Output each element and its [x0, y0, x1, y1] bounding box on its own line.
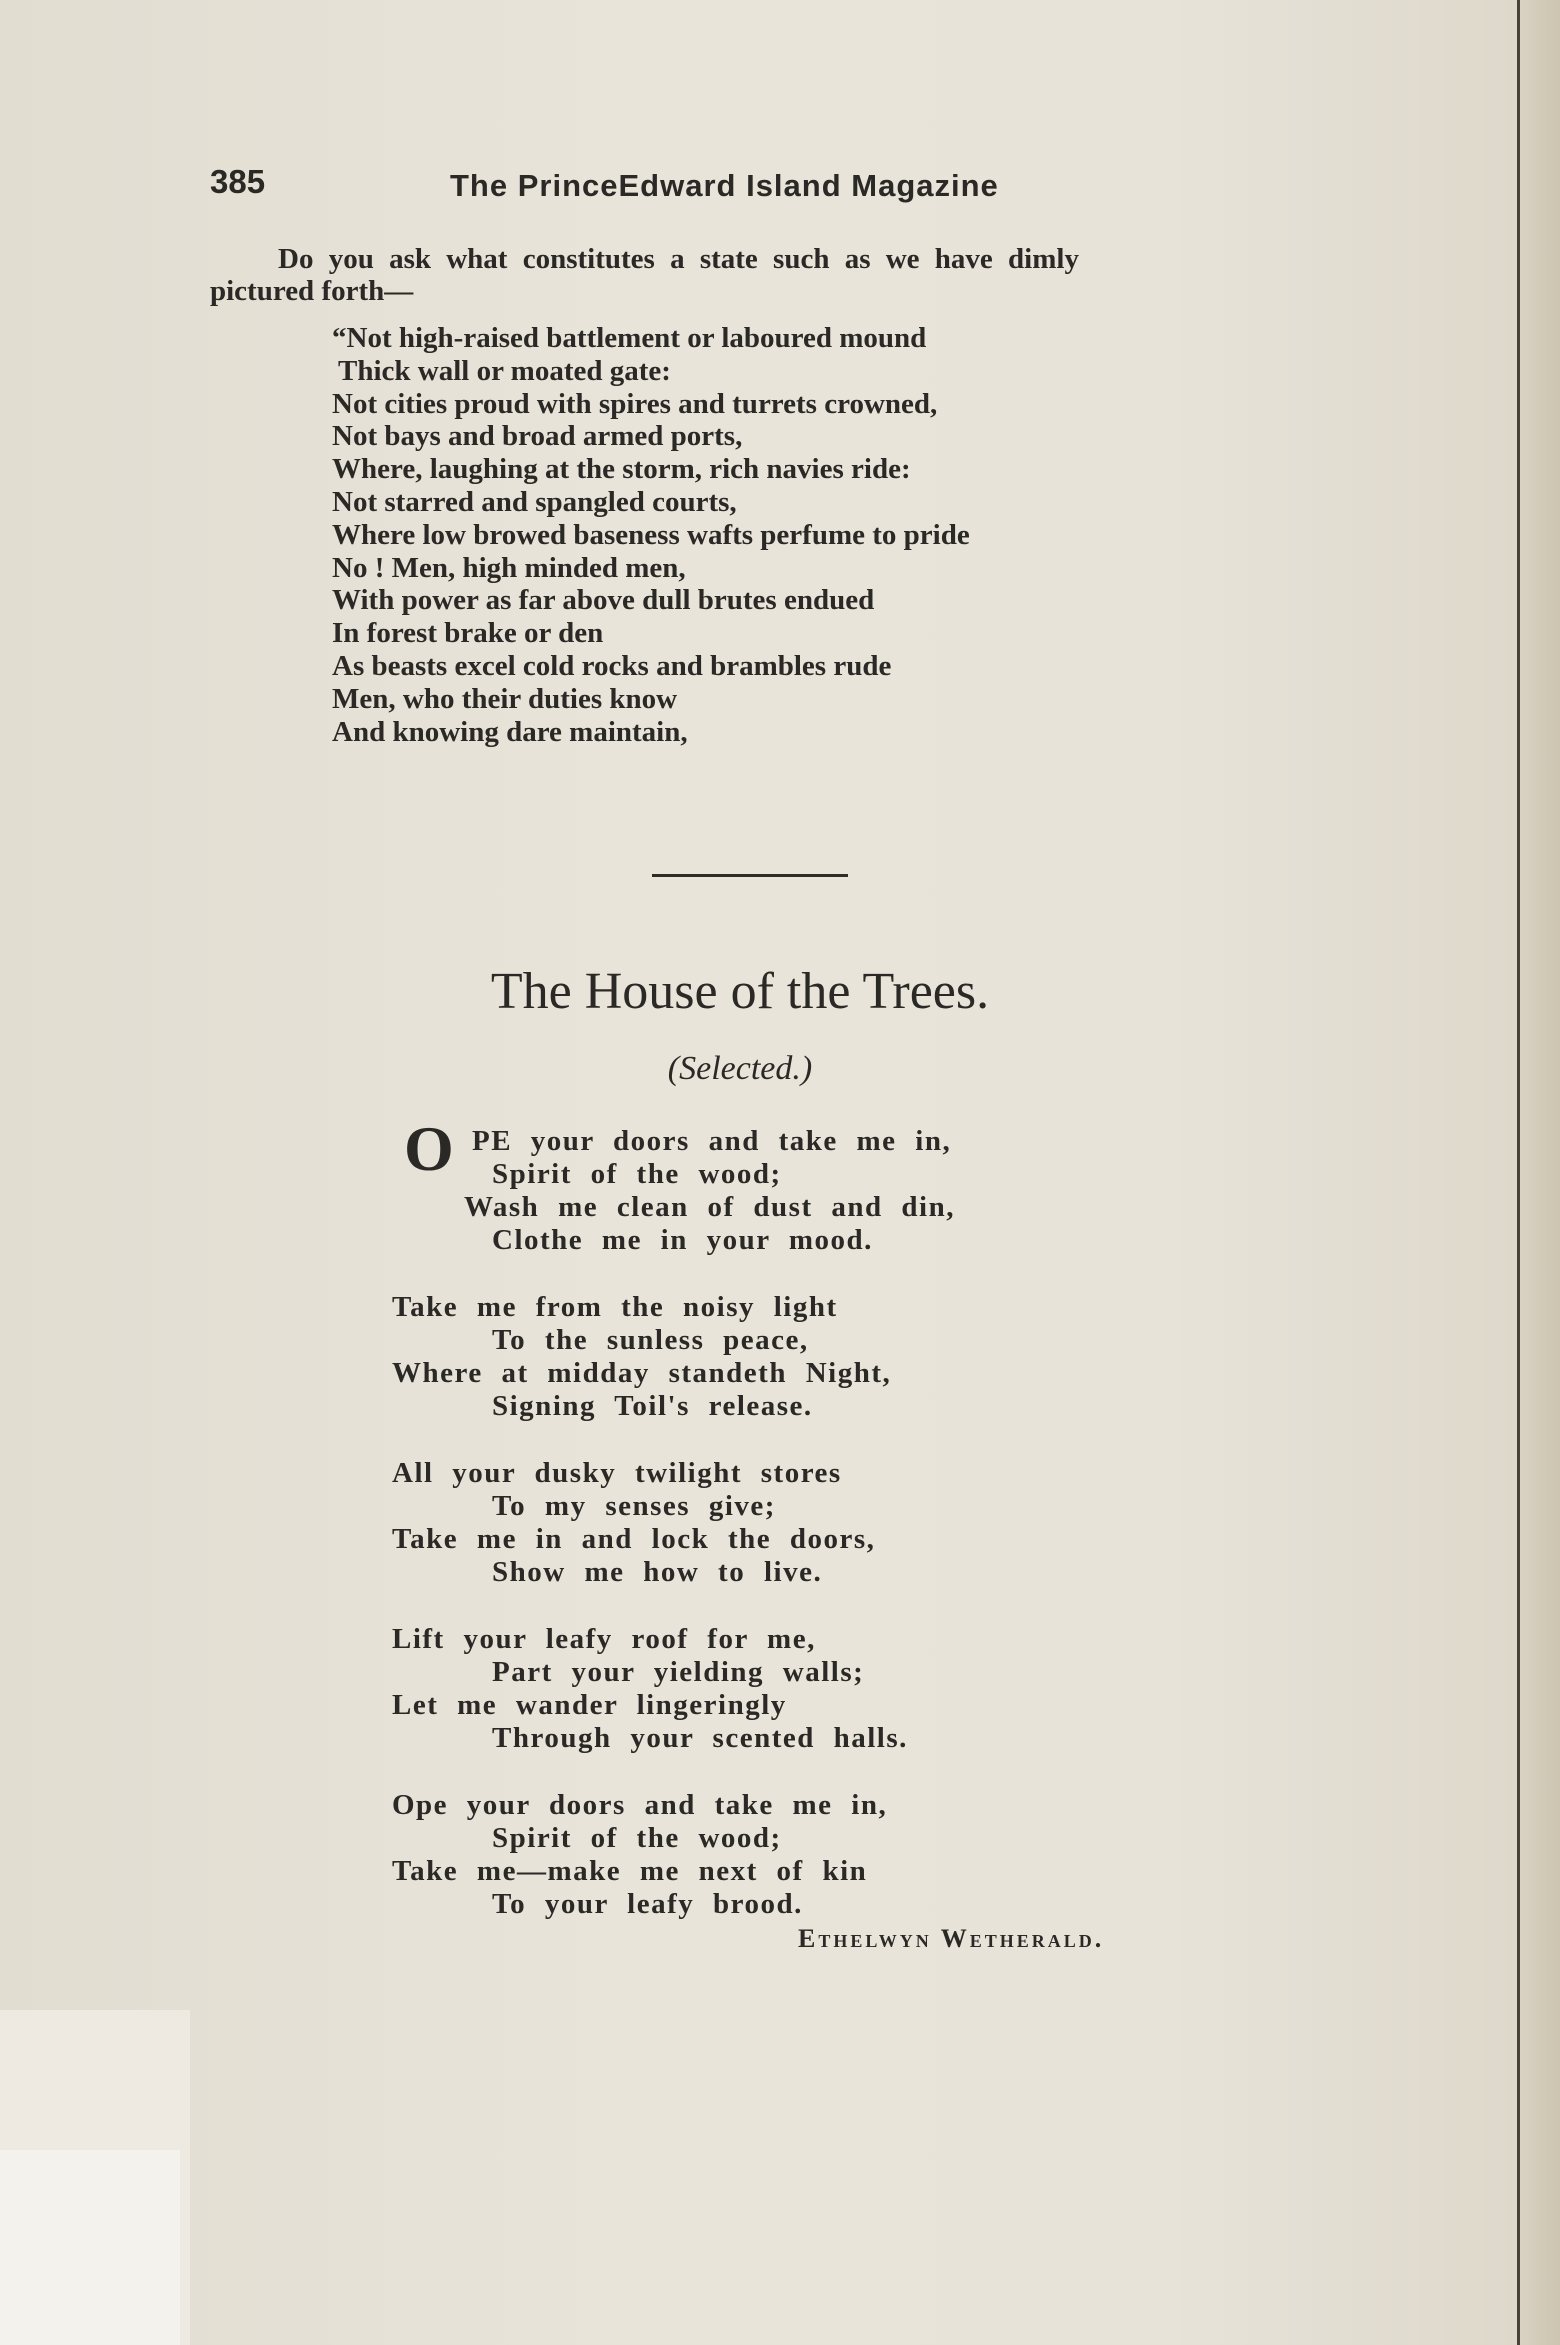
poem-line: Take me in and lock the doors, — [392, 1523, 876, 1555]
poem-line: Let me wander lingeringly — [392, 1689, 787, 1721]
stanza — [392, 1113, 1292, 1257]
intro-line: pictured forth— — [210, 275, 414, 307]
poem-line: Wash me clean of dust and din, — [464, 1191, 955, 1223]
poem-line: To your leafy brood. — [492, 1888, 803, 1920]
page-header — [210, 158, 1090, 208]
poem-line: Show me how to live. — [492, 1556, 823, 1588]
poem-line: Part your yielding walls; — [492, 1656, 865, 1688]
poem-attribution: Ethelwyn Wetherald. — [798, 1924, 1105, 1953]
quote-line: Not cities proud with spires and turrets crowned, — [332, 387, 938, 420]
intro-line: Do you ask what constitutes a state such as we have dimly — [278, 243, 1079, 275]
poem-line: Clothe me in your mood. — [492, 1224, 873, 1256]
poem-line: All your dusky twilight stores — [392, 1457, 842, 1489]
poem-line: To the sunless peace, — [492, 1324, 809, 1356]
paper-corner-light — [0, 2150, 180, 2345]
stanza — [392, 1623, 1292, 1755]
poem-line: Take me from the noisy light — [392, 1291, 838, 1323]
quote-line: And knowing dare maintain, — [332, 715, 688, 748]
poem-body — [392, 1113, 1292, 1955]
quote-line: Not bays and broad armed ports, — [332, 420, 743, 453]
quote-line: As beasts excel cold rocks and brambles rude — [332, 649, 892, 682]
running-head: The PrinceEdward Island Magazine — [450, 168, 999, 203]
quoted-verse — [332, 322, 1232, 748]
stanza — [392, 1789, 1292, 1921]
drop-cap: O — [404, 1113, 456, 1184]
poem-line: Lift your leafy roof for me, — [392, 1623, 816, 1655]
quote-line: In forest brake or den — [332, 617, 604, 650]
quote-line: Not starred and spangled courts, — [332, 485, 737, 518]
intro-paragraph — [210, 243, 1290, 307]
quote-line: No ! Men, high minded men, — [332, 551, 686, 584]
poem-line: Spirit of the wood; — [492, 1158, 782, 1190]
quote-line: With power as far above dull brutes endued — [332, 584, 875, 617]
stanza — [392, 1291, 1292, 1423]
quote-line: “Not high-raised battlement or laboured mound — [332, 322, 927, 354]
quote-line: Thick wall or moated gate: — [338, 354, 671, 387]
poem-line: Ope your doors and take me in, — [392, 1789, 888, 1821]
first-line-text: PE your doors and take me in, — [472, 1125, 952, 1157]
poem-subtitle: (Selected.) — [667, 1050, 813, 1087]
stanza — [392, 1457, 1292, 1589]
poem-line: Where at midday standeth Night, — [392, 1357, 892, 1389]
quote-line: Where, laughing at the storm, rich navies ride: — [332, 453, 911, 486]
poem-line: Through your scented halls. — [492, 1722, 908, 1754]
book-spine — [1517, 0, 1560, 2345]
poem-line: Signing Toil's release. — [492, 1390, 813, 1422]
section-divider — [652, 874, 848, 877]
poem-line: Take me—make me next of kin — [392, 1855, 868, 1887]
quote-line: Where low browed baseness wafts perfume to pride — [332, 518, 970, 551]
poem-line: Spirit of the wood; — [492, 1822, 782, 1854]
poem-line: To my senses give; — [492, 1490, 776, 1522]
poem-title: The House of the Trees. — [490, 963, 990, 1020]
page-number: 385 — [210, 163, 266, 200]
quote-line: Men, who their duties know — [332, 682, 678, 715]
